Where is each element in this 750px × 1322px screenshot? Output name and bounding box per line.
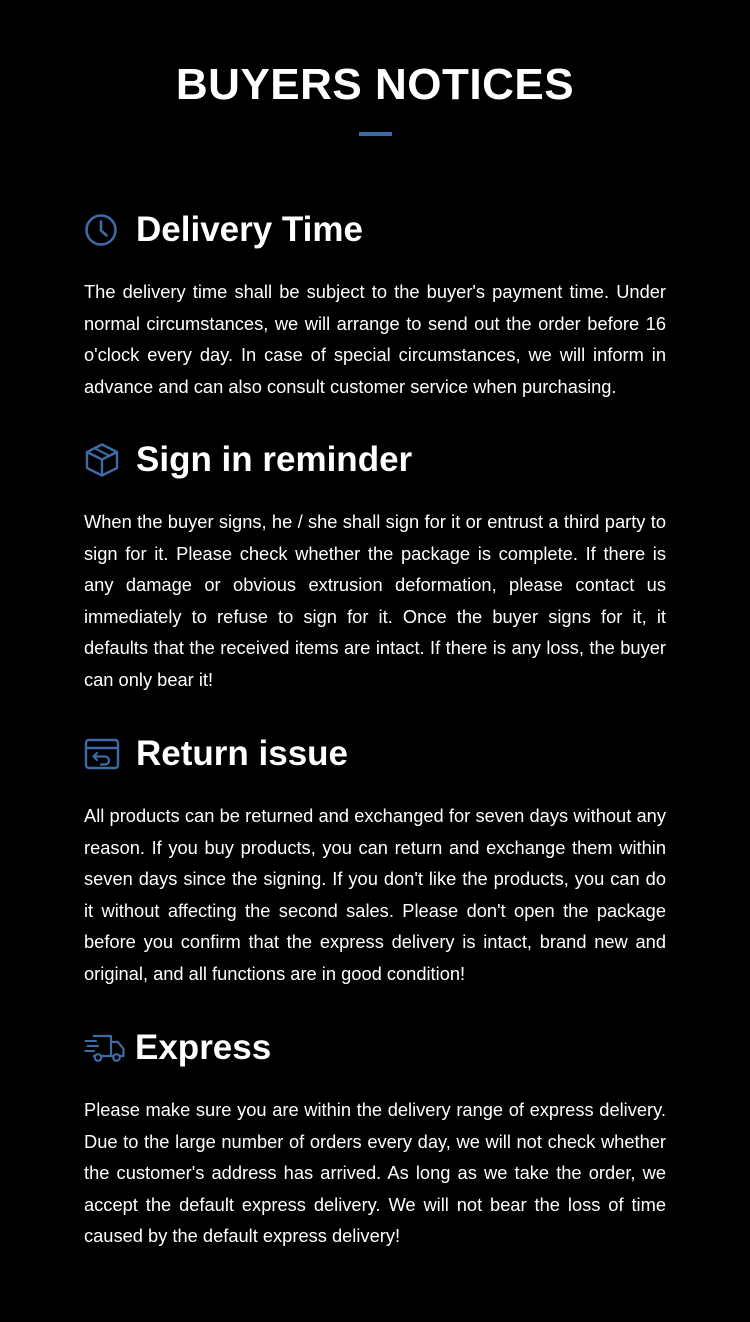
section-body: The delivery time shall be subject to the buyer's payment time. Under normal circumstances, we will arrange to send out the order before 16 o'clock every day. In case of special circumstances, we will inform in advance and can also consult customer service when purchasing. (84, 281, 666, 397)
page-title: BUYERS NOTICES (175, 60, 575, 109)
section-delivery-time (84, 208, 666, 402)
section-body: When the buyer signs, he / she shall sign for it or entrust a third party to sign for it. Please check whether the package is complete. If there is any damage or obvious extrusion deformation, please contact us immediately to refuse to sign for it. Once the buyer signs for it, it defaults that the received items are intact. If there is any loss, the buyer can only bear it! (84, 511, 666, 690)
package-box-icon (84, 442, 120, 478)
return-box-icon (84, 736, 120, 772)
title-underline-divider (359, 132, 392, 136)
section-body: All products can be returned and exchanged for seven days without any reason. If you buy products, you can return and exchange them within seven days since the signing. If you don't like the products, you can do it without affecting the second sales. Please don't open the package before you confirm that the express delivery is intact, brand new and original, and all functions are in good condition! (84, 805, 666, 984)
section-title: Sign in reminder (136, 440, 413, 479)
section-return-issue (84, 732, 666, 989)
section-title: Delivery Time (136, 210, 363, 249)
section-body: Please make sure you are within the delivery range of express delivery. Due to the large number of orders every day, we will not check whether the customer's address has arrived. As long as we take the order, we accept the default express delivery. We will not bear the loss of time caused by the default express delivery! (84, 1099, 666, 1246)
section-header (84, 438, 666, 482)
section-header (84, 1026, 666, 1070)
clock-icon (84, 212, 120, 248)
section-header (84, 732, 666, 776)
section-sign-in-reminder (84, 438, 666, 695)
section-title: Express (135, 1028, 272, 1067)
section-express (84, 1026, 666, 1252)
section-header (84, 208, 666, 252)
delivery-truck-icon (84, 1030, 126, 1066)
section-title: Return issue (136, 734, 348, 773)
